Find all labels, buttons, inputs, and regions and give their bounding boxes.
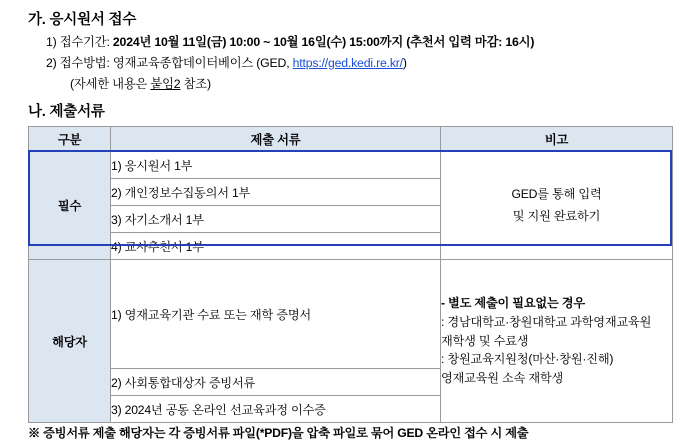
column-header-notes: 비고 [441,127,673,152]
note-line: 및 지원 완료하기 [512,208,601,223]
ged-link[interactable]: https://ged.kedi.re.kr/ [292,56,403,70]
category-applicable: 해당자 [29,260,111,423]
item-value: 영재교육종합데이터베이스 (GED, [112,56,293,70]
document-item: 2) 사회통합대상자 증빙서류 [111,369,441,396]
item-label: 접수기간: [59,35,113,49]
document-item: 1) 응시원서 1부 [111,152,441,179]
item-number: 1) [46,35,57,49]
document-item: 4) 교사추천서 1부 [111,233,441,260]
section-a-item-2 [46,53,407,71]
section-b-heading: 나. 제출서류 [28,104,105,120]
footnote-text: ※ 증빙서류 제출 해당자는 각 증빙서류 파일(*PDF)을 압축 파일로 묶어 GED 온라인 접수 시 제출 [28,426,529,440]
note-prefix: (자세한 내용은 [70,77,151,91]
table-row [29,260,673,369]
table-row [29,152,673,179]
note-applicable [441,260,673,423]
note-line: GED를 통해 입력 [511,186,602,201]
column-header-documents: 제출 서류 [111,127,441,152]
note-title: - 별도 제출이 필요없는 경우 [441,295,585,310]
item-label: 접수방법: [59,56,113,70]
note-suffix: 참조) [180,77,211,91]
note-line: 재학생 및 수료생 [441,333,529,348]
note-line: : 경남대학교·창원대학교 과학영재교육원 [441,314,652,329]
document-item: 1) 영재교육기관 수료 또는 재학 증명서 [111,260,441,369]
table-header-row [29,127,673,152]
document-item: 2) 개인정보수집동의서 1부 [111,179,441,206]
submission-documents-table [28,126,673,423]
note-line: : 창원교육지원청(마산·창원·진해) [441,352,614,367]
note-attachment-ref: 붙임2 [150,77,181,91]
item-number: 2) [46,56,57,70]
item-value: 2024년 10월 11일(금) 10:00 ~ 10월 16일(수) 15:00까지 (추천서 입력 마감: 16시) [112,35,535,49]
category-required: 필수 [29,152,111,260]
document-item: 3) 2024년 공동 온라인 선교육과정 이수증 [111,396,441,423]
item-tail: ) [402,56,407,70]
column-header-category: 구분 [29,127,111,152]
section-a-heading: 가. 응시원서 접수 [28,12,137,28]
section-a-item-1 [46,32,534,50]
note-required [441,152,673,260]
document-item: 3) 자기소개서 1부 [111,206,441,233]
note-line: 영재교육원 소속 재학생 [441,371,564,386]
section-a-note [70,74,211,92]
